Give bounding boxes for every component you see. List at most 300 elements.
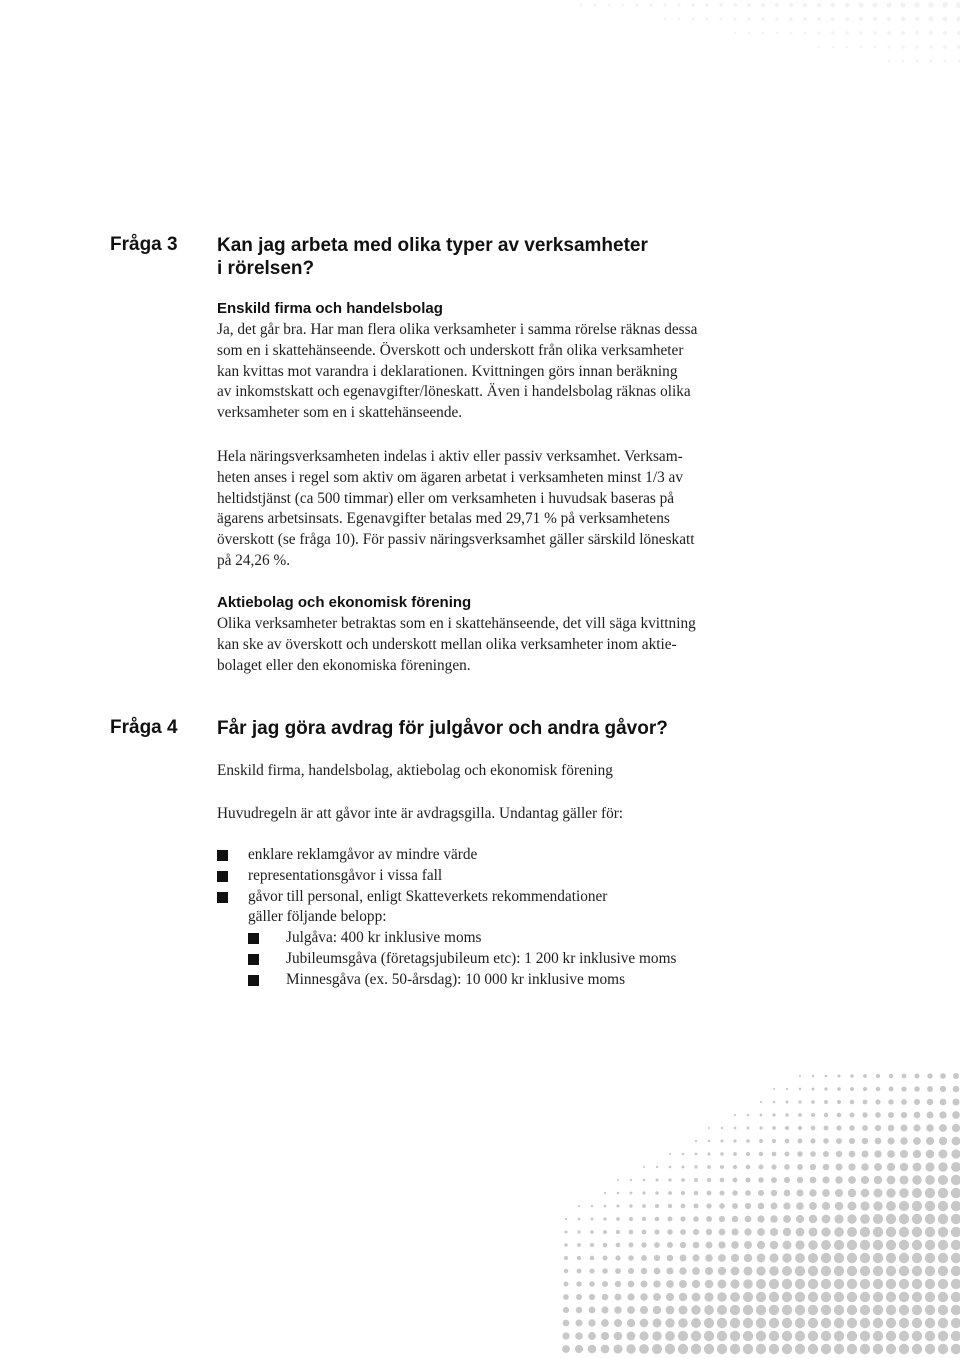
decor-dot bbox=[847, 1331, 857, 1341]
decor-dot bbox=[654, 1255, 660, 1261]
section-heading-aktiebolag: Aktiebolag och ekonomisk förening bbox=[217, 594, 472, 611]
square-bullet-icon bbox=[217, 871, 228, 882]
decor-dot bbox=[601, 1345, 610, 1354]
decor-dot bbox=[886, 1305, 896, 1315]
decor-dot bbox=[901, 31, 905, 35]
decor-dot bbox=[746, 1165, 751, 1170]
decor-dot bbox=[913, 1124, 920, 1131]
decor-dot bbox=[652, 1344, 662, 1354]
decor-dot bbox=[798, 1100, 801, 1103]
decor-dot bbox=[817, 3, 822, 8]
decor-dot bbox=[836, 1138, 842, 1144]
decor-dot bbox=[602, 1281, 608, 1287]
decor-dot bbox=[811, 1100, 815, 1104]
decor-dot bbox=[887, 1137, 894, 1144]
decor-dot bbox=[603, 1230, 607, 1234]
decor-dot bbox=[952, 1124, 960, 1132]
decor-dot bbox=[873, 17, 877, 21]
decor-dot bbox=[795, 1318, 805, 1328]
decor-dot bbox=[938, 1344, 948, 1354]
decor-dot bbox=[730, 1279, 739, 1288]
decor-dot bbox=[860, 1227, 870, 1237]
decor-dot bbox=[616, 1217, 620, 1221]
decor-dot bbox=[951, 1227, 960, 1237]
decor-dot bbox=[914, 1112, 921, 1119]
decor-dot bbox=[888, 1125, 895, 1132]
decor-dot bbox=[705, 3, 709, 7]
decor-dot bbox=[776, 32, 779, 35]
decor-dot bbox=[730, 1305, 740, 1315]
decor-dot bbox=[622, 4, 625, 7]
decor-dot bbox=[603, 1256, 608, 1261]
decor-dot bbox=[758, 1177, 764, 1183]
decor-dot bbox=[756, 1266, 765, 1275]
decor-dot bbox=[680, 1229, 686, 1235]
decor-dot bbox=[775, 17, 778, 20]
decor-dot bbox=[747, 17, 750, 20]
decor-dot bbox=[771, 1190, 777, 1196]
decor-dot bbox=[834, 1266, 844, 1276]
decor-dot bbox=[707, 1165, 711, 1169]
decor-dot bbox=[707, 1178, 711, 1182]
decor-dot bbox=[589, 1307, 596, 1314]
decor-dot bbox=[942, 16, 947, 21]
decor-dot bbox=[590, 1256, 595, 1261]
decor-dot bbox=[847, 1240, 857, 1250]
decor-dot bbox=[704, 1292, 713, 1301]
decor-dot bbox=[862, 1112, 867, 1117]
decor-dot bbox=[721, 1127, 723, 1129]
decor-dot bbox=[847, 1279, 857, 1289]
decor-dot bbox=[824, 1100, 828, 1104]
decor-dot bbox=[873, 1305, 883, 1315]
decor-dot bbox=[940, 1086, 946, 1092]
decor-dot bbox=[821, 1279, 831, 1289]
decor-dot bbox=[772, 1126, 776, 1130]
decor-dot bbox=[912, 1305, 922, 1315]
decor-dot bbox=[834, 1292, 844, 1302]
decor-dot bbox=[797, 1151, 802, 1156]
body-line: på 24,26 %. bbox=[217, 551, 291, 569]
decor-dot bbox=[886, 1318, 896, 1328]
decor-dot bbox=[590, 1243, 594, 1247]
decor-dot bbox=[732, 1216, 739, 1223]
list-item bbox=[248, 970, 676, 991]
decor-dot bbox=[718, 1241, 725, 1248]
decor-dot bbox=[616, 1230, 620, 1234]
decor-dot bbox=[938, 1253, 948, 1263]
decor-dot bbox=[887, 45, 890, 48]
decor-dot bbox=[808, 1227, 817, 1236]
decor-dot bbox=[576, 1307, 583, 1314]
decor-dot bbox=[902, 60, 905, 63]
halftone-dot-pattern bbox=[560, 1070, 960, 1358]
decor-dot bbox=[732, 1190, 737, 1195]
decor-dot bbox=[748, 32, 751, 35]
body-line: Hela näringsverksamheten indelas i aktiv eller passiv verksamhet. Verksam- bbox=[217, 448, 683, 465]
decor-dot bbox=[627, 1319, 635, 1327]
decor-dot bbox=[872, 2, 877, 7]
decor-dot bbox=[943, 31, 947, 35]
decor-dot bbox=[677, 3, 680, 6]
decor-dot bbox=[601, 1306, 608, 1313]
decor-dot bbox=[795, 1305, 805, 1315]
decor-dot bbox=[835, 1189, 843, 1197]
decor-dot bbox=[719, 3, 723, 7]
decor-dot bbox=[629, 1217, 633, 1221]
question-3-title-line: i rörelsen? bbox=[217, 258, 315, 279]
decor-dot bbox=[811, 1087, 814, 1090]
decor-dot bbox=[782, 1318, 792, 1328]
decor-dot bbox=[678, 1305, 687, 1314]
decor-dot bbox=[653, 1319, 662, 1328]
decor-dot bbox=[837, 1113, 842, 1118]
decor-dot bbox=[938, 1214, 948, 1224]
decor-dot bbox=[927, 1112, 934, 1119]
decor-dot bbox=[795, 1344, 805, 1354]
decor-dot bbox=[577, 1256, 581, 1260]
decor-dot bbox=[667, 1255, 674, 1262]
decor-dot bbox=[951, 1266, 960, 1276]
decor-dot bbox=[912, 1344, 922, 1354]
decor-dot bbox=[730, 1344, 740, 1354]
decor-dot bbox=[692, 1280, 700, 1288]
decor-dot bbox=[681, 1204, 686, 1209]
decor-dot bbox=[847, 1344, 857, 1354]
decor-dot bbox=[849, 1151, 856, 1158]
decor-dot bbox=[860, 1279, 870, 1289]
decor-dot bbox=[665, 1344, 675, 1354]
decor-dot bbox=[925, 1214, 935, 1224]
decor-dot bbox=[899, 1214, 909, 1224]
decor-dot bbox=[704, 1344, 714, 1354]
decor-dot bbox=[834, 1331, 844, 1341]
amount-list bbox=[248, 928, 676, 990]
decor-dot bbox=[733, 17, 736, 20]
decor-dot bbox=[565, 1231, 568, 1234]
decor-dot bbox=[614, 1306, 621, 1313]
list-item-text: Jubileumsgåva (företagsjubileum etc): 1 200 kr inklusive moms bbox=[286, 949, 677, 967]
decor-dot bbox=[875, 1138, 882, 1145]
decor-dot bbox=[915, 17, 920, 22]
decor-dot bbox=[757, 1228, 765, 1236]
decor-dot bbox=[821, 1227, 830, 1236]
list-item bbox=[217, 887, 607, 908]
decor-dot bbox=[824, 1113, 828, 1117]
decor-dot bbox=[925, 1279, 935, 1289]
decor-dot bbox=[691, 3, 694, 6]
decor-dot bbox=[848, 1176, 856, 1184]
decor-dot bbox=[925, 1305, 935, 1315]
decor-dot bbox=[940, 1099, 947, 1106]
decor-dot bbox=[608, 4, 611, 7]
decor-dot bbox=[782, 1331, 792, 1341]
decor-dot bbox=[914, 1086, 920, 1092]
decor-dot bbox=[692, 18, 695, 21]
decor-dot bbox=[847, 1292, 857, 1302]
decor-dot bbox=[831, 31, 834, 34]
decor-dot bbox=[796, 1215, 804, 1223]
decor-dot bbox=[745, 1216, 752, 1223]
decor-dot bbox=[925, 1318, 935, 1328]
decor-dot bbox=[951, 1149, 960, 1158]
decor-dot bbox=[694, 1165, 697, 1168]
decor-dot bbox=[873, 1227, 883, 1237]
decor-dot bbox=[743, 1292, 753, 1302]
decor-dot bbox=[914, 1073, 919, 1078]
decor-dot bbox=[940, 1073, 946, 1079]
decor-dot bbox=[695, 1153, 698, 1156]
decor-dot bbox=[580, 4, 582, 6]
decor-dot bbox=[746, 1126, 749, 1129]
decor-dot bbox=[785, 1126, 789, 1130]
paragraph-naringsverksamhet bbox=[217, 447, 694, 572]
decor-dot bbox=[797, 1177, 804, 1184]
decor-dot bbox=[942, 2, 948, 8]
decor-dot bbox=[803, 31, 806, 34]
decor-dot bbox=[743, 1305, 753, 1315]
decor-dot bbox=[666, 1293, 674, 1301]
decor-dot bbox=[875, 1125, 881, 1131]
decor-dot bbox=[771, 1177, 777, 1183]
decor-dot bbox=[888, 60, 890, 62]
decor-dot bbox=[912, 1279, 922, 1289]
decor-dot bbox=[747, 1114, 750, 1117]
decor-dot bbox=[640, 1319, 649, 1328]
decor-dot bbox=[834, 1318, 844, 1328]
decor-dot bbox=[874, 1176, 882, 1184]
decor-dot bbox=[694, 1191, 698, 1195]
decor-dot bbox=[756, 1331, 766, 1341]
body-line: heltidstjänst (ca 500 timmar) eller om verksamheten i huvudsak baseras på bbox=[217, 489, 675, 507]
decor-dot bbox=[717, 1305, 727, 1315]
decor-dot bbox=[927, 1099, 933, 1105]
decor-dot bbox=[769, 1305, 779, 1315]
decor-dot bbox=[717, 1344, 727, 1354]
decor-dot bbox=[832, 46, 835, 49]
decor-dot bbox=[886, 2, 891, 7]
decor-dot bbox=[862, 1138, 868, 1144]
decor-dot bbox=[818, 46, 820, 48]
decor-dot bbox=[603, 1243, 607, 1247]
decor-dot bbox=[845, 31, 848, 34]
decor-dot bbox=[929, 31, 933, 35]
decor-dot bbox=[564, 1256, 568, 1260]
decor-dot bbox=[615, 1294, 622, 1301]
decor-dot bbox=[773, 1088, 775, 1090]
decor-dot bbox=[654, 1268, 661, 1275]
decor-dot bbox=[808, 1344, 818, 1354]
decor-dot bbox=[823, 1151, 829, 1157]
decor-dot bbox=[899, 1292, 909, 1302]
decor-dot bbox=[617, 1179, 619, 1181]
decor-dot bbox=[824, 1126, 829, 1131]
decor-dot bbox=[860, 1344, 870, 1354]
decor-dot bbox=[873, 1240, 883, 1250]
decor-dot bbox=[691, 1331, 701, 1341]
question-3-title-line: Kan jag arbeta med olika typer av verksamheter bbox=[217, 235, 648, 256]
decor-dot bbox=[588, 1345, 596, 1353]
decor-dot bbox=[775, 3, 779, 7]
decor-dot bbox=[706, 1229, 712, 1235]
decor-dot bbox=[951, 1279, 960, 1289]
decor-dot bbox=[643, 1179, 646, 1182]
decor-dot bbox=[733, 1165, 737, 1169]
decor-dot bbox=[873, 1214, 883, 1224]
decor-dot bbox=[789, 3, 793, 7]
decor-dot bbox=[803, 17, 807, 21]
decor-dot bbox=[925, 1253, 935, 1263]
decor-dot bbox=[717, 1331, 727, 1341]
decor-dot bbox=[901, 1112, 907, 1118]
decor-dot bbox=[636, 4, 639, 7]
decor-dot bbox=[837, 1100, 841, 1104]
decor-dot bbox=[681, 1191, 685, 1195]
decor-dot bbox=[629, 1204, 632, 1207]
decor-dot bbox=[693, 1203, 698, 1208]
decor-dot bbox=[760, 1101, 762, 1103]
decor-dot bbox=[953, 1086, 960, 1093]
decor-dot bbox=[824, 1087, 827, 1090]
decor-dot bbox=[886, 1331, 896, 1341]
list-item bbox=[217, 845, 607, 866]
decor-dot bbox=[733, 1139, 736, 1142]
decor-dot bbox=[577, 1230, 580, 1233]
body-line: som en i skattehänseende. Överskott och underskott från olika verksamheter bbox=[217, 341, 684, 359]
decor-dot bbox=[886, 1279, 896, 1289]
decor-dot bbox=[938, 1188, 948, 1198]
decor-dot bbox=[759, 1139, 763, 1143]
decor-dot bbox=[939, 1137, 947, 1145]
decor-dot bbox=[873, 1253, 883, 1263]
decor-dot bbox=[822, 1215, 831, 1224]
list-item-continuation bbox=[217, 907, 607, 928]
decor-dot bbox=[782, 1266, 792, 1276]
decor-dot bbox=[886, 1240, 896, 1250]
decor-dot bbox=[719, 1229, 726, 1236]
decor-dot bbox=[795, 1266, 805, 1276]
decor-dot bbox=[617, 1192, 620, 1195]
decor-dot bbox=[756, 1279, 766, 1289]
decor-dot bbox=[952, 1111, 960, 1119]
decor-dot bbox=[730, 1318, 740, 1328]
decor-dot bbox=[706, 1242, 713, 1249]
decor-dot bbox=[666, 1306, 675, 1315]
decor-dot bbox=[860, 1266, 870, 1276]
decor-dot bbox=[900, 1137, 907, 1144]
decor-dot bbox=[668, 1178, 671, 1181]
exception-list bbox=[217, 845, 607, 928]
decor-dot bbox=[899, 1331, 909, 1341]
decor-dot bbox=[823, 1164, 830, 1171]
decor-dot bbox=[692, 1254, 699, 1261]
decor-dot bbox=[770, 1215, 778, 1223]
decor-dot bbox=[808, 1266, 818, 1276]
decor-dot bbox=[732, 1203, 738, 1209]
list-item bbox=[217, 866, 607, 887]
decor-dot bbox=[731, 1228, 738, 1235]
decor-dot bbox=[680, 1242, 686, 1248]
decor-dot bbox=[928, 2, 934, 8]
decor-dot bbox=[859, 17, 863, 21]
decor-dot bbox=[808, 1279, 818, 1289]
decor-dot bbox=[628, 1268, 634, 1274]
body-line: Ja, det går bra. Har man flera olika verksamheter i samma rörelse räknas dessa bbox=[217, 321, 698, 338]
decor-dot bbox=[831, 3, 836, 8]
list-item bbox=[248, 928, 676, 949]
decor-dot bbox=[845, 17, 849, 21]
decor-dot bbox=[695, 1140, 697, 1142]
decor-dot bbox=[938, 1331, 948, 1341]
decor-dot bbox=[901, 1099, 907, 1105]
decor-dot bbox=[655, 1191, 659, 1195]
decor-dot bbox=[914, 1099, 920, 1105]
decor-dot bbox=[850, 1100, 855, 1105]
decor-dot bbox=[915, 45, 918, 48]
decor-dot bbox=[899, 1227, 909, 1237]
decor-dot bbox=[649, 3, 652, 6]
decor-dot bbox=[789, 17, 793, 21]
decor-dot bbox=[859, 3, 864, 8]
decor-dot bbox=[693, 1229, 699, 1235]
decor-dot bbox=[901, 1125, 908, 1132]
decor-dot bbox=[834, 1344, 844, 1354]
decor-dot bbox=[629, 1230, 634, 1235]
decor-dot bbox=[901, 1086, 906, 1091]
decor-dot bbox=[656, 1166, 658, 1168]
decor-dot bbox=[666, 1267, 673, 1274]
decor-dot bbox=[783, 1228, 791, 1236]
decor-dot bbox=[656, 1179, 659, 1182]
decor-dot bbox=[603, 1217, 606, 1220]
decor-dot bbox=[927, 1073, 932, 1078]
decor-dot bbox=[678, 1331, 688, 1341]
decor-dot bbox=[939, 1111, 946, 1118]
decor-dot bbox=[562, 1345, 570, 1353]
decor-dot bbox=[925, 1344, 935, 1354]
decor-dot bbox=[886, 1292, 896, 1302]
decor-dot bbox=[860, 1253, 870, 1263]
decor-dot bbox=[925, 1188, 935, 1198]
decor-dot bbox=[589, 1294, 595, 1300]
decor-dot bbox=[834, 1253, 844, 1263]
decor-dot bbox=[951, 1253, 960, 1263]
square-bullet-icon bbox=[248, 975, 259, 986]
decor-dot bbox=[886, 1344, 896, 1354]
decor-dot bbox=[718, 1267, 726, 1275]
decor-dot bbox=[743, 1279, 753, 1289]
decor-dot bbox=[589, 1268, 594, 1273]
decor-dot bbox=[863, 1100, 868, 1105]
decor-dot bbox=[850, 1087, 854, 1091]
decor-dot bbox=[770, 1241, 779, 1250]
decor-dot bbox=[886, 1253, 896, 1263]
decor-dot bbox=[746, 1139, 750, 1143]
decor-dot bbox=[704, 1318, 714, 1328]
decor-dot bbox=[834, 1279, 844, 1289]
decor-dot bbox=[717, 1292, 727, 1302]
decor-dot bbox=[756, 1292, 766, 1302]
decor-dot bbox=[769, 1279, 779, 1289]
decor-dot bbox=[747, 3, 751, 7]
body-line: bolaget eller den ekonomiska föreningen. bbox=[217, 656, 471, 674]
decor-dot bbox=[887, 1163, 895, 1171]
decor-dot bbox=[602, 1294, 609, 1301]
decor-dot bbox=[821, 1331, 831, 1341]
decor-dot bbox=[744, 1241, 752, 1249]
decor-dot bbox=[783, 1202, 790, 1209]
decor-dot bbox=[785, 1113, 788, 1116]
